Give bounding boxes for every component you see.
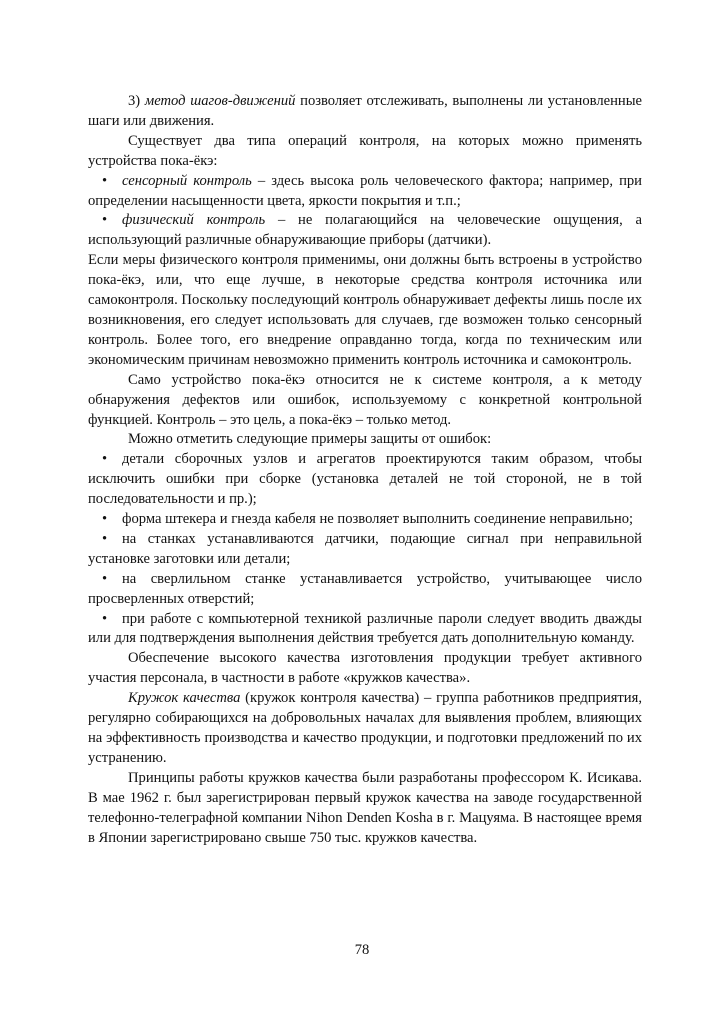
term-italic: сенсорный контроль (122, 172, 252, 189)
paragraph-examples-intro: Можно отметить следующие примеры защиты от ошибок: (128, 431, 492, 448)
bullet-icon: • (102, 570, 108, 587)
list-item-sensory-control (88, 172, 642, 212)
list-item-example (88, 450, 642, 510)
bullet-icon: • (102, 610, 108, 627)
paragraph-physical-measures: Если меры физического контроля применимы, они должны быть встроены в устройство пока-ёкэ, или, что еще лучше, в некоторые средства контроля источника или самоконтроля. Поскольку последующий контроль обнаруживает дефекты лишь после их возникновения, его следует использовать для случаев, где возможен только сенсорный контроль. Более того, его внедрение оправданно тогда, когда по техническим или экономическим причинам невозможно применить контроль источника и самоконтроль. (88, 252, 642, 368)
paragraph-quality-assurance: Обеспечение высокого качества изготовления продукции требует активного участия персонала, в частности в работе «кружков качества». (88, 650, 642, 687)
list-item-text: форма штекера и гнезда кабеля не позволяет выполнить соединение неправильно; (122, 511, 634, 528)
paragraph-quality-circle-history: Принципы работы кружков качества были разработаны профессором К. Исикава. В мае 1962 г. был зарегистрирован первый кружок качества на заводе государственной телефонно-телеграфной компании Nihon Denden Kosha в г. Мацуяма. В настоящее время в Японии зарегистрировано свыше 750 тыс. кружков качества. (88, 769, 642, 846)
list-item-text: детали сборочных узлов и агрегатов проектируются таким образом, чтобы исключить ошибки при сборке (установка деталей не той стороной, не в той последовательности и пр.); (88, 451, 642, 508)
bullet-icon: • (102, 172, 108, 189)
paragraph-text: (кружок контроля качества) – группа работников предприятия, регулярно собирающихся на добровольных началах для выявления проблем, влияющих на эффективность производства и качество продукции, и подготовки предложений по их устранению. (88, 690, 642, 766)
list-number: 3) (128, 93, 145, 109)
paragraph-text: позволяет отслеживать, выполнены ли установленные шаги или движения. (88, 93, 643, 129)
list-item-text: на станках устанавливаются датчики, подающие сигнал при неправильной установке заготовки или детали; (88, 530, 642, 567)
paragraph-method-steps (88, 92, 642, 132)
paragraph-control-types: Существует два типа операций контроля, на которых можно применять устройства пока-ёкэ: (88, 132, 642, 169)
term-italic: Кружок качества (128, 690, 241, 707)
paragraph-pokayoke-device: Само устройство пока-ёкэ относится не к системе контроля, а к методу обнаружения дефектов или ошибок, используемому с конкретной контрольной функцией. Контроль – это цель, а пока-ёкэ – только метод. (88, 371, 642, 428)
page-number: 78 (354, 942, 370, 958)
list-item-text: – не полагающийся на человеческие ощущения, а использующий различные обнаруживающие приборы (датчики). (88, 212, 642, 249)
list-item-text: – здесь высока роль человеческого фактора; например, при определении насыщенности цвета, яркости покрытия и т.п.; (88, 172, 642, 209)
bullet-icon: • (102, 212, 108, 229)
term-italic: физический контроль (122, 212, 266, 229)
list-item-example (88, 570, 642, 610)
list-item-example (88, 610, 642, 650)
list-item-example (88, 510, 642, 530)
list-item-text: на сверлильном станке устанавливается устройство, учитывающее число просверленных отверстий; (88, 570, 642, 607)
list-item-text: при работе с компьютерной техникой различные пароли следует вводить дважды или для подтверждения выполнения действия требуется дать дополнительную команду. (88, 610, 642, 647)
list-item-example (88, 530, 642, 570)
bullet-icon: • (102, 451, 108, 468)
list-item-physical-control (88, 211, 642, 251)
bullet-icon: • (102, 530, 108, 547)
term-italic: метод шагов-движений (144, 93, 296, 109)
bullet-icon: • (102, 511, 108, 528)
page-body (88, 92, 642, 848)
paragraph-quality-circle-definition (88, 689, 642, 769)
